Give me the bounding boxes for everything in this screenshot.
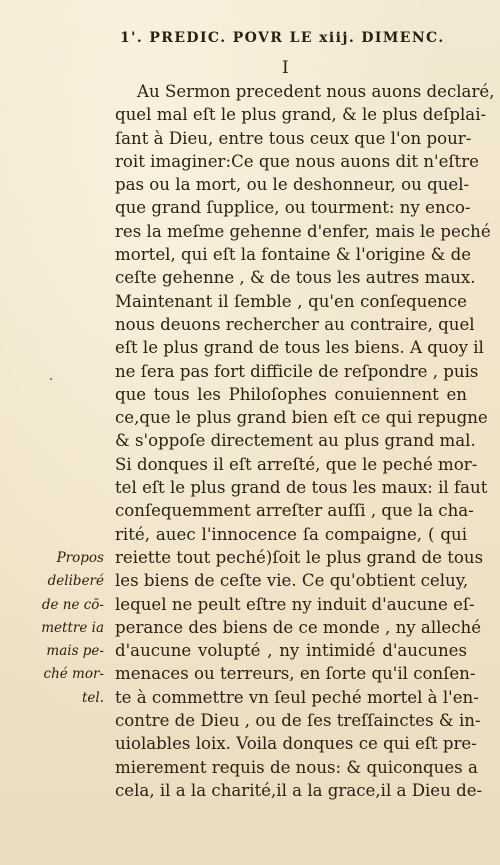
text-line: & s'oppoſe directement au plus grand mal. bbox=[115, 431, 476, 451]
margin-note bbox=[4, 547, 104, 710]
text-line: perance des biens de ce monde , ny alleché bbox=[115, 617, 482, 637]
text-line: que tous les Philoſophes conuiennent en bbox=[115, 384, 467, 404]
text-line: eſt le plus grand de tous les biens. A quoy il bbox=[115, 338, 484, 358]
text-line: te à commettre vn ſeul peché mortel à l'en- bbox=[115, 687, 479, 707]
text-line: rité, auec l'innocence ſa compaigne, ( qui bbox=[115, 524, 467, 544]
text-line: d'aucune volupté , ny intimidé d'aucunes bbox=[115, 641, 467, 661]
text-line: menaces ou terreurs, en ſorte qu'il conſen- bbox=[115, 664, 476, 684]
running-header: 1'. PREDIC. POVR LE xiij. DIMENC. bbox=[120, 30, 445, 46]
text-line: roit imaginer:Ce que nous auons dit n'eſtre bbox=[115, 151, 479, 171]
text-line: contre de Dieu , ou de ſes treſſainctes & in- bbox=[115, 711, 481, 731]
text-line: Au Sermon precedent nous auons declaré, bbox=[137, 82, 495, 101]
margin-note-line: mettre ia bbox=[41, 619, 104, 636]
text-line: les biens de ceſte vie. Ce qu'obtient celuy, bbox=[115, 571, 469, 591]
page-signature-mark: I bbox=[282, 58, 289, 78]
margin-note-line: mais pe- bbox=[46, 643, 104, 660]
margin-note-line: deliberé bbox=[47, 573, 104, 590]
text-line: conſequemment arreſter auſſi , que la cha- bbox=[115, 501, 474, 521]
text-line: tel eſt le plus grand de tous les maux: il faut bbox=[115, 478, 488, 498]
margin-note-line: ché mor- bbox=[43, 666, 104, 683]
text-line: nous deuons rechercher au contraire, quel bbox=[115, 314, 475, 334]
text-line: quel mal eſt le plus grand, & le plus deſplai- bbox=[115, 105, 487, 125]
text-line: reiette tout peché)ſoit le plus grand de tous bbox=[115, 547, 484, 567]
ink-speck bbox=[50, 378, 52, 380]
text-line: ceſte gehenne , & de tous les autres maux. bbox=[115, 268, 476, 288]
text-line: Maintenant il ſemble , qu'en conſequence bbox=[115, 291, 467, 311]
text-line: uiolables loix. Voila donques ce qui eſt pre- bbox=[115, 734, 477, 754]
margin-note-line: tel. bbox=[81, 689, 104, 706]
text-line: mierement requis de nous: & quiconques a bbox=[115, 757, 478, 777]
margin-note-line: de ne cō- bbox=[41, 596, 104, 613]
text-line: que grand ſupplice, ou tourment: ny enco- bbox=[115, 198, 471, 218]
text-line: mortel, qui eſt la fontaine & l'origine & de bbox=[115, 245, 472, 265]
text-line: ſant à Dieu, entre tous ceux que l'on pour- bbox=[115, 128, 472, 148]
text-line: pas ou la mort, ou le deshonneur, ou quel- bbox=[115, 175, 470, 195]
text-line: res la meſme gehenne d'enfer, mais le peché bbox=[115, 221, 491, 241]
sermon-body-text bbox=[115, 80, 495, 802]
text-line: cela, il a la charité,il a la grace,il a Dieu de- bbox=[115, 780, 483, 800]
text-line: lequel ne peult eſtre ny induit d'aucune eſ- bbox=[115, 594, 475, 614]
text-line: Si donques il eſt arreſté, que le peché mor- bbox=[115, 454, 478, 474]
text-line: ce,que le plus grand bien eſt ce qui repugne bbox=[115, 408, 488, 428]
text-line: ne ſera pas fort difficile de reſpondre , puis bbox=[115, 361, 479, 381]
margin-note-line: Propos bbox=[56, 550, 104, 566]
